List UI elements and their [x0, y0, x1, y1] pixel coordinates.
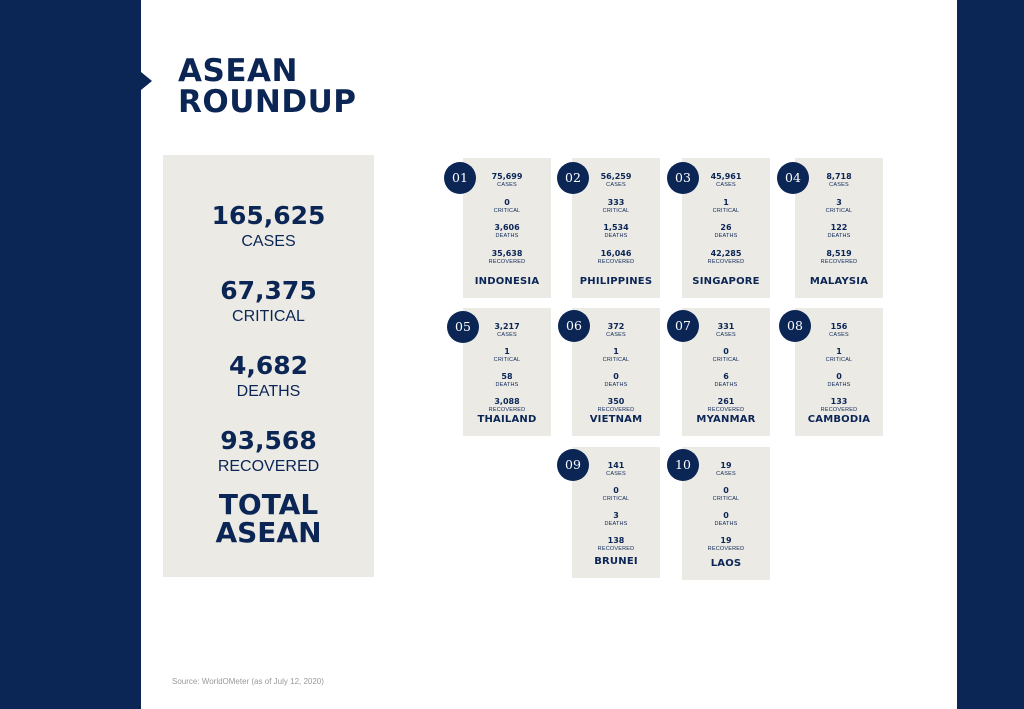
country-critical-label: CRITICAL: [825, 357, 853, 363]
country-critical: [463, 198, 551, 215]
country-recovered-label: RECOVERED: [597, 546, 635, 552]
country-recovered-label: RECOVERED: [707, 546, 745, 552]
summary-cases-label: CASES: [241, 233, 296, 250]
country-critical-value: 1: [504, 347, 510, 356]
country-critical-label: CRITICAL: [712, 496, 740, 502]
country-deaths-value: 0: [836, 372, 842, 381]
summary-critical-value: 67,375: [220, 276, 317, 305]
country-critical: [682, 486, 770, 503]
source-note: Source: WorldOMeter (as of July 12, 2020): [172, 677, 324, 686]
total-line-2: ASEAN: [215, 516, 322, 549]
country-number-badge: 04: [777, 162, 809, 194]
country-recovered-label: RECOVERED: [820, 407, 858, 413]
country-deaths-value: 1,534: [603, 223, 629, 232]
country-critical: [463, 347, 551, 364]
country-critical-label: CRITICAL: [712, 207, 740, 214]
country-number-badge: 06: [558, 310, 590, 342]
country-recovered: [795, 397, 883, 414]
country-cases-value: 8,718: [826, 172, 852, 181]
country-critical: [682, 198, 770, 215]
country-deaths: [463, 223, 551, 240]
country-critical: [572, 347, 660, 364]
country-name: MALAYSIA: [809, 276, 869, 287]
country-recovered-value: 133: [830, 397, 848, 406]
country-recovered: [572, 397, 660, 414]
country-number-badge: 10: [667, 449, 699, 481]
country-number-badge: 01: [444, 162, 476, 194]
country-name: PHILIPPINES: [579, 276, 653, 287]
country-deaths: [572, 511, 660, 528]
country-number-badge: 09: [557, 449, 589, 481]
country-recovered: [572, 249, 660, 266]
country-deaths: [463, 372, 551, 389]
country-recovered-label: RECOVERED: [707, 407, 745, 413]
country-critical-label: CRITICAL: [712, 357, 740, 363]
country-deaths: [682, 372, 770, 389]
country-critical-value: 0: [504, 197, 510, 207]
country-critical-label: CRITICAL: [602, 357, 630, 363]
summary-deaths: [163, 352, 374, 402]
country-deaths-label: DEATHS: [827, 233, 851, 239]
country-critical-label: CRITICAL: [493, 357, 521, 363]
country-deaths: [572, 223, 660, 240]
country-recovered-label: RECOVERED: [707, 258, 745, 265]
total-asean-heading: [163, 488, 374, 549]
country-name: CAMBODIA: [807, 414, 871, 425]
country-number-badge: 03: [667, 162, 699, 194]
country-critical-label: CRITICAL: [825, 207, 853, 214]
country-name: VIETNAM: [589, 414, 643, 425]
country-name: INDONESIA: [474, 276, 540, 287]
country-cases: [463, 172, 551, 189]
country-critical-label: CRITICAL: [493, 207, 521, 214]
country-cases-label: CASES: [606, 182, 626, 188]
summary-recovered-label: RECOVERED: [217, 458, 320, 475]
page-title: [178, 53, 357, 120]
country-recovered-value: 42,285: [710, 248, 742, 258]
country-deaths-label: DEATHS: [714, 521, 738, 527]
country-cases-label: CASES: [497, 182, 517, 188]
arrow-marker: [141, 72, 152, 90]
country-critical-value: 3: [836, 197, 842, 207]
country-deaths-value: 3,606: [494, 223, 520, 232]
country-deaths-label: DEATHS: [604, 521, 628, 527]
country-critical: [682, 347, 770, 364]
summary-critical-label: CRITICAL: [232, 308, 305, 325]
country-number-badge: 02: [557, 162, 589, 194]
country-recovered-value: 35,638: [491, 248, 523, 258]
country-critical-value: 1: [613, 347, 619, 356]
country-deaths-value: 0: [613, 372, 619, 381]
country-recovered-label: RECOVERED: [488, 407, 526, 413]
country-cases-value: 156: [830, 322, 848, 331]
country-critical-value: 333: [607, 197, 625, 207]
country-deaths-label: DEATHS: [604, 382, 628, 388]
country-name: LAOS: [710, 558, 742, 569]
country-name: MYANMAR: [696, 414, 756, 425]
country-deaths-value: 58: [501, 372, 513, 381]
country-cases-label: CASES: [606, 332, 626, 338]
country-recovered-value: 350: [607, 397, 625, 406]
country-name: THAILAND: [477, 414, 537, 425]
country-recovered-value: 16,046: [600, 248, 632, 258]
country-recovered-label: RECOVERED: [820, 258, 858, 265]
summary-deaths-label: DEATHS: [236, 383, 301, 400]
country-deaths: [682, 511, 770, 528]
country-cases-value: 331: [717, 322, 735, 331]
country-number-badge: 08: [779, 310, 811, 342]
country-critical-value: 1: [836, 347, 842, 356]
country-recovered-value: 3,088: [494, 397, 520, 406]
country-recovered-value: 261: [717, 397, 735, 406]
country-recovered: [682, 397, 770, 414]
summary-panel: [163, 155, 374, 577]
country-cases-label: CASES: [497, 332, 517, 338]
country-name: SINGAPORE: [692, 276, 760, 287]
country-cases-label: CASES: [716, 471, 736, 477]
country-critical: [795, 347, 883, 364]
country-deaths-value: 3: [613, 511, 619, 520]
country-deaths-label: DEATHS: [604, 233, 628, 239]
total-line-1: TOTAL: [218, 488, 319, 521]
country-cases-value: 19: [720, 461, 732, 470]
country-deaths-label: DEATHS: [495, 382, 519, 388]
country-recovered: [572, 536, 660, 553]
country-deaths-value: 0: [723, 511, 729, 520]
country-cases-label: CASES: [716, 332, 736, 338]
country-critical-label: CRITICAL: [602, 207, 630, 214]
country-cases-value: 75,699: [491, 172, 523, 181]
country-cases-value: 45,961: [710, 172, 742, 181]
summary-recovered: [163, 427, 374, 477]
country-critical-value: 1: [723, 197, 729, 207]
country-recovered: [463, 397, 551, 414]
country-deaths-label: DEATHS: [827, 382, 851, 388]
summary-critical: [163, 277, 374, 327]
country-critical: [572, 486, 660, 503]
country-card-indonesia: [463, 158, 551, 298]
summary-cases-value: 165,625: [211, 201, 326, 230]
country-cases-value: 3,217: [494, 322, 520, 331]
country-recovered-label: RECOVERED: [488, 258, 526, 265]
country-deaths-value: 122: [830, 223, 848, 232]
country-name: BRUNEI: [594, 556, 638, 567]
title-line-1: ASEAN: [178, 53, 298, 89]
country-deaths-value: 26: [720, 223, 732, 232]
country-number-badge: 05: [447, 311, 479, 343]
country-cases-value: 56,259: [600, 172, 632, 181]
country-recovered-value: 8,519: [826, 248, 852, 258]
country-deaths: [682, 223, 770, 240]
country-deaths: [572, 372, 660, 389]
country-deaths-label: DEATHS: [714, 233, 738, 239]
country-cases-label: CASES: [829, 182, 849, 188]
country-cases-value: 141: [607, 461, 625, 470]
country-deaths: [795, 223, 883, 240]
country-recovered-label: RECOVERED: [597, 258, 635, 265]
country-recovered-value: 19: [720, 536, 732, 545]
summary-cases: [163, 202, 374, 252]
country-critical-value: 0: [723, 347, 729, 356]
country-deaths-label: DEATHS: [714, 382, 738, 388]
country-cases-label: CASES: [829, 332, 849, 338]
country-critical-value: 0: [723, 486, 729, 495]
country-recovered: [463, 249, 551, 266]
country-recovered: [682, 536, 770, 553]
summary-deaths-value: 4,682: [228, 351, 309, 380]
country-critical-value: 0: [613, 486, 619, 495]
country-recovered: [682, 249, 770, 266]
country-number-badge: 07: [667, 310, 699, 342]
country-critical: [572, 198, 660, 215]
country-recovered-value: 138: [607, 536, 625, 545]
summary-recovered-value: 93,568: [220, 426, 317, 455]
country-cases-value: 372: [607, 322, 625, 331]
country-cases-label: CASES: [606, 471, 626, 477]
title-line-2: ROUNDUP: [178, 84, 357, 120]
country-deaths: [795, 372, 883, 389]
country-deaths-label: DEATHS: [495, 233, 519, 239]
country-cases-label: CASES: [716, 182, 736, 188]
country-recovered-label: RECOVERED: [597, 407, 635, 413]
country-critical-label: CRITICAL: [602, 496, 630, 502]
country-recovered: [795, 249, 883, 266]
country-critical: [795, 198, 883, 215]
country-deaths-value: 6: [723, 372, 729, 381]
